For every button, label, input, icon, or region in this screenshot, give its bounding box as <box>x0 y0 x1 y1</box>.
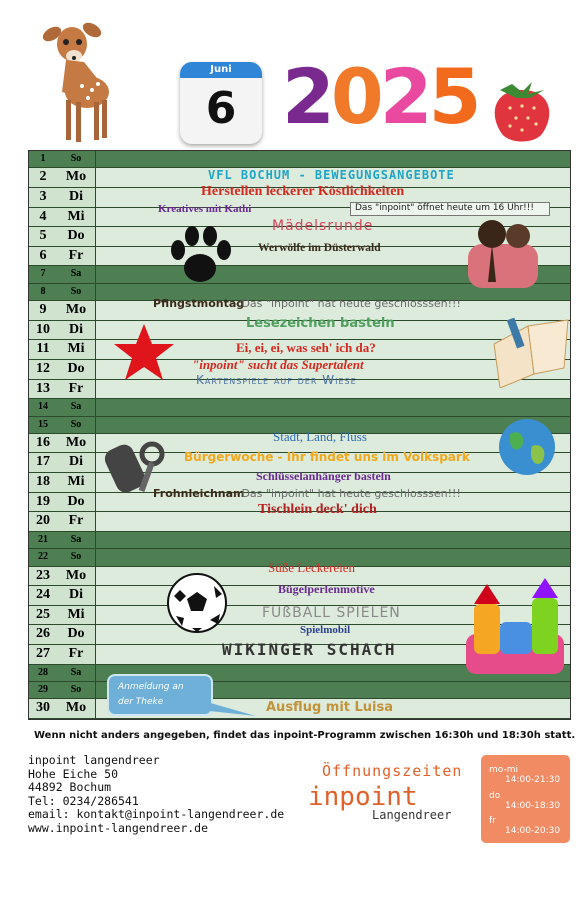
hours-time: 14:00-18:30 <box>505 801 561 811</box>
weekday: Mi <box>57 606 96 625</box>
event-10: Lesezeichen basteln <box>246 316 395 331</box>
weekday: Mo <box>57 567 96 586</box>
star-icon <box>112 322 176 382</box>
day-number: 1 <box>29 151 58 167</box>
weekday: Mi <box>57 340 96 359</box>
year-digit: 2 <box>379 52 429 141</box>
weekday: Do <box>57 493 96 512</box>
weekday: Sa <box>57 532 96 548</box>
day-number: 11 <box>29 340 58 359</box>
weekday: Di <box>57 586 96 605</box>
event-5: Mädelsrunde <box>272 218 374 234</box>
bubble-tail <box>200 696 260 718</box>
event-9-notice: - Das "inpoint" hat heute geschlosssen!!! <box>234 297 461 310</box>
opening-hours-box <box>481 755 570 843</box>
weekday: Do <box>57 625 96 644</box>
brand-logo-text: inpoint <box>308 782 418 812</box>
strawberry-illustration <box>486 74 558 148</box>
event-4-notice: Das "inpoint" öffnet heute um 16 Uhr!!! <box>350 202 550 216</box>
weekday: Do <box>57 360 96 379</box>
day-number: 7 <box>29 266 58 282</box>
day-number: 13 <box>29 380 58 399</box>
event-27: WIKINGER SCHACH <box>222 640 397 659</box>
event-2: VFL BOCHUM - BEWEGUNGSANGEBOTE <box>208 168 455 182</box>
weekday: Di <box>57 188 96 207</box>
weekday: Mo <box>57 301 96 320</box>
year-digit: 5 <box>428 52 478 141</box>
day-number: 25 <box>29 606 58 625</box>
day-number: 24 <box>29 586 58 605</box>
opening-hours-title: Öffnungszeiten <box>322 762 463 780</box>
weekday: So <box>57 151 96 167</box>
calendar-month-number: 6 <box>205 83 237 134</box>
day-number: 27 <box>29 645 58 664</box>
day-number: 21 <box>29 532 58 548</box>
hours-days: mo-mi <box>489 765 518 775</box>
weekday: Fr <box>57 512 96 531</box>
program-time-note: Wenn nicht anders angegeben, findet das inpoint-Programm zwischen 16:30h und 18:30h statt. <box>34 730 576 741</box>
website-line[interactable]: www.inpoint-langendreer.de <box>28 820 209 835</box>
registration-bubble-text: Anmeldung an der Theke <box>118 682 184 707</box>
calendar-row <box>29 151 570 168</box>
weekday: Mo <box>57 434 96 453</box>
day-number: 20 <box>29 512 58 531</box>
weekday: Mi <box>57 473 96 492</box>
hours-days: fr <box>489 816 496 826</box>
soccer-ball-icon <box>166 572 228 634</box>
weekday: Sa <box>57 665 96 681</box>
weekday: Fr <box>57 247 96 266</box>
event-11: Ei, ei, ei, was seh' ich da? <box>236 340 376 355</box>
day-number: 8 <box>29 284 58 300</box>
event-17: Bürgerwoche - Ihr findet uns im Volkspark <box>184 450 470 464</box>
calendar-icon <box>180 62 262 144</box>
weekday: Di <box>57 453 96 472</box>
day-number: 6 <box>29 247 58 266</box>
day-number: 4 <box>29 208 58 227</box>
day-number: 29 <box>29 682 58 698</box>
address-line: 44892 Bochum <box>28 780 112 794</box>
event-12: "inpoint" sucht das Supertalent <box>192 357 364 372</box>
day-number: 9 <box>29 301 58 320</box>
phone-line: Tel: 0234/286541 <box>28 793 139 808</box>
open-book-illustration <box>484 304 574 388</box>
day-number: 30 <box>29 699 58 718</box>
year-title <box>282 52 478 141</box>
event-6: Werwölfe im Düsterwald <box>258 242 381 254</box>
weekday: Do <box>57 227 96 246</box>
bouncy-castle-illustration <box>460 574 570 680</box>
day-number: 19 <box>29 493 58 512</box>
email-line[interactable]: email: kontakt@inpoint-langendreer.de <box>28 807 285 821</box>
day-number: 23 <box>29 567 58 586</box>
event-9-holiday: Pfingstmontag <box>153 297 245 310</box>
event-19-notice: - Das "inpoint" hat heute geschlosssen!!! <box>234 487 461 500</box>
day-number: 22 <box>29 549 58 565</box>
hours-time: 14:00-20:30 <box>505 826 561 836</box>
event-16: Stadt, Land, Fluss <box>273 429 367 444</box>
weekday: So <box>57 417 96 433</box>
day-number: 10 <box>29 321 58 340</box>
weekday: Sa <box>57 399 96 415</box>
event-20: Tischlein deck' dich <box>258 502 377 517</box>
weekday: So <box>57 549 96 565</box>
weekday: Sa <box>57 266 96 282</box>
day-number: 14 <box>29 399 58 415</box>
deer-illustration <box>32 12 122 147</box>
day-number: 12 <box>29 360 58 379</box>
calendar-row <box>29 399 570 416</box>
event-cell <box>95 399 570 415</box>
weekday: Mo <box>57 699 96 718</box>
address-line: Hohe Eiche 50 <box>28 766 119 781</box>
day-number: 3 <box>29 188 58 207</box>
event-23: Süße Leckereien <box>268 560 355 575</box>
calendar-row <box>29 532 570 549</box>
address-block <box>28 754 284 835</box>
address-line: inpoint langendreer <box>28 753 160 767</box>
day-number: 15 <box>29 417 58 433</box>
event-13: Kartenspiele auf der Wiese <box>196 373 357 387</box>
event-4-activity: Kreatives mit Kathi <box>158 203 252 215</box>
globe-icon <box>496 416 558 478</box>
paw-icon <box>166 220 236 290</box>
calendar-month: Juni <box>180 62 262 78</box>
day-number: 2 <box>29 168 58 187</box>
day-number: 28 <box>29 665 58 681</box>
event-3: Herstellen leckerer Köstlichkeiten <box>201 184 405 199</box>
event-25: FUßBALL SPIELEN <box>262 605 401 621</box>
event-26: Spielmobil <box>300 624 351 636</box>
event-30: Ausflug mit Luisa <box>266 700 394 715</box>
event-18: Schlüsselanhänger basteln <box>256 469 391 483</box>
weekday: So <box>57 284 96 300</box>
weekday: Mo <box>57 168 96 187</box>
hours-time: 14:00-21:30 <box>505 775 561 785</box>
day-number: 5 <box>29 227 58 246</box>
day-number: 17 <box>29 453 58 472</box>
year-digit: 2 <box>282 52 331 141</box>
brand-subtitle: Langendreer <box>372 808 452 822</box>
weekday: Fr <box>57 380 96 399</box>
event-19-holiday: Frohnleichnam <box>153 487 245 500</box>
weekday: Fr <box>57 645 96 664</box>
event-cell <box>95 532 570 548</box>
hours-days: do <box>489 791 501 801</box>
event-24: Bügelperlenmotive <box>278 582 375 596</box>
keys-icon <box>104 436 174 500</box>
weekday: Mi <box>57 208 96 227</box>
girls-hugging-illustration <box>462 218 544 288</box>
event-cell <box>95 151 570 167</box>
day-number: 18 <box>29 473 58 492</box>
day-number: 16 <box>29 434 58 453</box>
day-number: 26 <box>29 625 58 644</box>
year-digit: 0 <box>330 52 380 141</box>
weekday: Di <box>57 321 96 340</box>
weekday: So <box>57 682 96 698</box>
